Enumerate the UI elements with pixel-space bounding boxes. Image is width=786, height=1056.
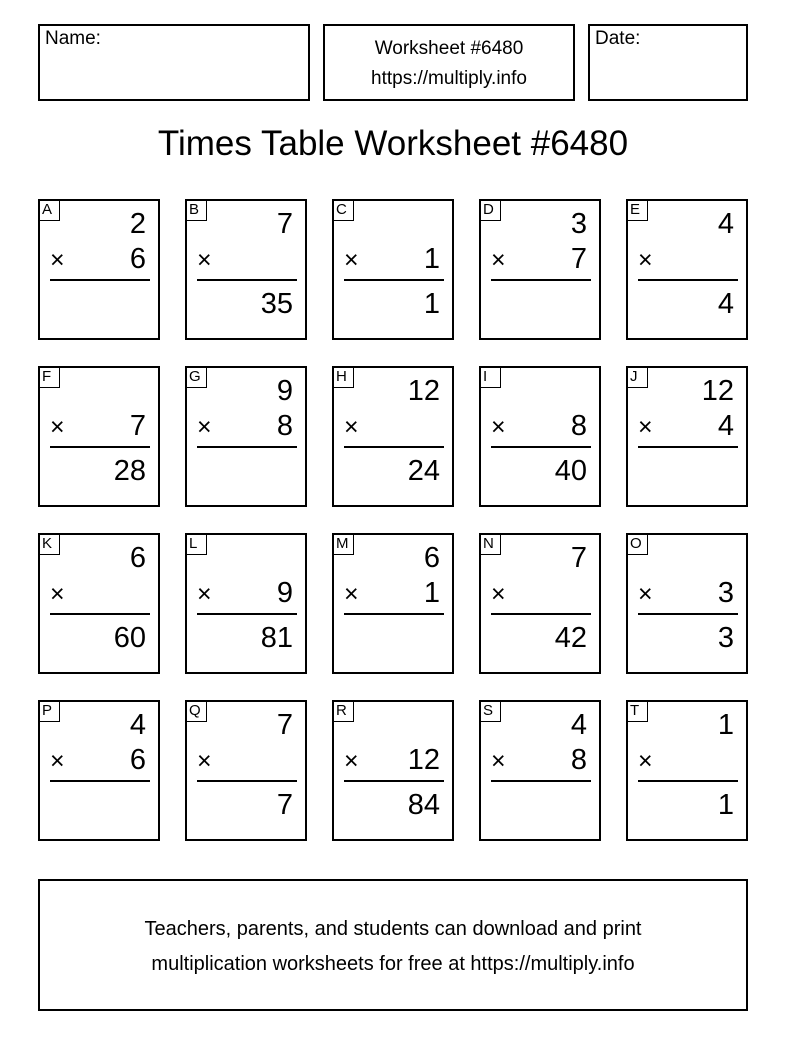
multiplicand: 1 [717, 709, 734, 741]
product: 42 [554, 622, 587, 654]
date-field-box[interactable] [588, 24, 748, 101]
times-sign: × [638, 747, 653, 775]
multiplier: 9 [276, 577, 293, 609]
times-sign: × [638, 580, 653, 608]
problem-letter: N [479, 533, 501, 555]
product: 4 [717, 288, 734, 320]
problem-cell[interactable] [38, 366, 160, 507]
times-sign: × [50, 413, 65, 441]
problem-cell[interactable] [479, 533, 601, 674]
name-field-box[interactable] [38, 24, 310, 101]
times-sign: × [638, 413, 653, 441]
problem-letter: T [626, 700, 648, 722]
answer-line [638, 613, 738, 615]
problem-letter: Q [185, 700, 207, 722]
times-sign: × [197, 747, 212, 775]
product: 35 [260, 288, 293, 320]
times-sign: × [491, 747, 506, 775]
problem-letter: H [332, 366, 354, 388]
multiplier: 12 [407, 744, 440, 776]
worksheet-id: Worksheet #6480 [374, 38, 524, 59]
answer-line [638, 780, 738, 782]
problem-cell[interactable] [626, 366, 748, 507]
answer-line [491, 780, 591, 782]
multiplicand: 12 [407, 375, 440, 407]
answer-line [197, 279, 297, 281]
problem-letter: S [479, 700, 501, 722]
product: 40 [554, 455, 587, 487]
answer-line [50, 780, 150, 782]
site-url: https://multiply.info [371, 68, 527, 89]
multiplicand: 12 [701, 375, 734, 407]
answer-line [638, 279, 738, 281]
times-sign: × [344, 580, 359, 608]
problem-letter: J [626, 366, 648, 388]
footer-box [38, 879, 748, 1011]
times-sign: × [491, 413, 506, 441]
multiplicand: 4 [570, 709, 587, 741]
multiplier: 6 [129, 243, 146, 275]
multiplier: 8 [276, 410, 293, 442]
problem-cell[interactable] [185, 533, 307, 674]
times-sign: × [197, 580, 212, 608]
multiplicand: 4 [129, 709, 146, 741]
problem-cell[interactable] [626, 199, 748, 340]
answer-line [50, 446, 150, 448]
problem-letter: K [38, 533, 60, 555]
problem-letter: O [626, 533, 648, 555]
product: 1 [717, 789, 734, 821]
multiplier: 8 [570, 744, 587, 776]
product: 28 [113, 455, 146, 487]
problem-cell[interactable] [38, 700, 160, 841]
multiplier: 7 [129, 410, 146, 442]
times-sign: × [344, 747, 359, 775]
problem-cell[interactable] [185, 700, 307, 841]
multiplicand: 6 [129, 542, 146, 574]
problem-cell[interactable] [185, 199, 307, 340]
multiplier: 1 [423, 577, 440, 609]
multiplier: 7 [570, 243, 587, 275]
times-sign: × [50, 747, 65, 775]
problem-letter: B [185, 199, 207, 221]
times-sign: × [344, 246, 359, 274]
problem-cell[interactable] [185, 366, 307, 507]
answer-line [344, 613, 444, 615]
product: 24 [407, 455, 440, 487]
times-sign: × [197, 413, 212, 441]
problem-cell[interactable] [332, 199, 454, 340]
times-sign: × [50, 246, 65, 274]
product: 81 [260, 622, 293, 654]
answer-line [50, 613, 150, 615]
problem-cell[interactable] [332, 700, 454, 841]
problem-letter: D [479, 199, 501, 221]
problem-cell[interactable] [626, 533, 748, 674]
product: 3 [717, 622, 734, 654]
problem-cell[interactable] [479, 366, 601, 507]
problem-letter: F [38, 366, 60, 388]
multiplicand: 7 [570, 542, 587, 574]
answer-line [344, 446, 444, 448]
problem-letter: A [38, 199, 60, 221]
problem-cell[interactable] [38, 533, 160, 674]
multiplicand: 7 [276, 208, 293, 240]
problem-cell[interactable] [479, 199, 601, 340]
multiplicand: 2 [129, 208, 146, 240]
product: 84 [407, 789, 440, 821]
product: 1 [423, 288, 440, 320]
problem-cell[interactable] [332, 366, 454, 507]
answer-line [638, 446, 738, 448]
footer-line-1: Teachers, parents, and students can download and print [144, 918, 642, 940]
multiplier: 4 [717, 410, 734, 442]
problem-letter: I [479, 366, 501, 388]
problem-letter: E [626, 199, 648, 221]
problem-letter: M [332, 533, 354, 555]
answer-line [197, 613, 297, 615]
date-label: Date: [595, 28, 641, 49]
answer-line [197, 446, 297, 448]
answer-line [197, 780, 297, 782]
multiplier: 6 [129, 744, 146, 776]
name-label: Name: [45, 28, 101, 49]
problem-letter: P [38, 700, 60, 722]
problem-letter: L [185, 533, 207, 555]
problem-cell[interactable] [332, 533, 454, 674]
multiplicand: 4 [717, 208, 734, 240]
multiplier: 1 [423, 243, 440, 275]
answer-line [491, 446, 591, 448]
multiplicand: 3 [570, 208, 587, 240]
problem-letter: G [185, 366, 207, 388]
times-sign: × [491, 580, 506, 608]
times-sign: × [638, 246, 653, 274]
worksheet-info-box [323, 24, 575, 101]
product: 7 [276, 789, 293, 821]
multiplicand: 7 [276, 709, 293, 741]
problem-cell[interactable] [479, 700, 601, 841]
answer-line [50, 279, 150, 281]
times-sign: × [50, 580, 65, 608]
multiplier: 8 [570, 410, 587, 442]
times-sign: × [344, 413, 359, 441]
answer-line [491, 279, 591, 281]
multiplier: 3 [717, 577, 734, 609]
footer-line-2: multiplication worksheets for free at https://multiply.info [151, 953, 635, 975]
times-sign: × [491, 246, 506, 274]
problem-letter: C [332, 199, 354, 221]
answer-line [491, 613, 591, 615]
answer-line [344, 780, 444, 782]
problem-cell[interactable] [626, 700, 748, 841]
answer-line [344, 279, 444, 281]
product: 60 [113, 622, 146, 654]
problem-letter: R [332, 700, 354, 722]
times-sign: × [197, 246, 212, 274]
page-title: Times Table Worksheet #6480 [157, 124, 629, 163]
problem-cell[interactable] [38, 199, 160, 340]
multiplicand: 9 [276, 375, 293, 407]
multiplicand: 6 [423, 542, 440, 574]
